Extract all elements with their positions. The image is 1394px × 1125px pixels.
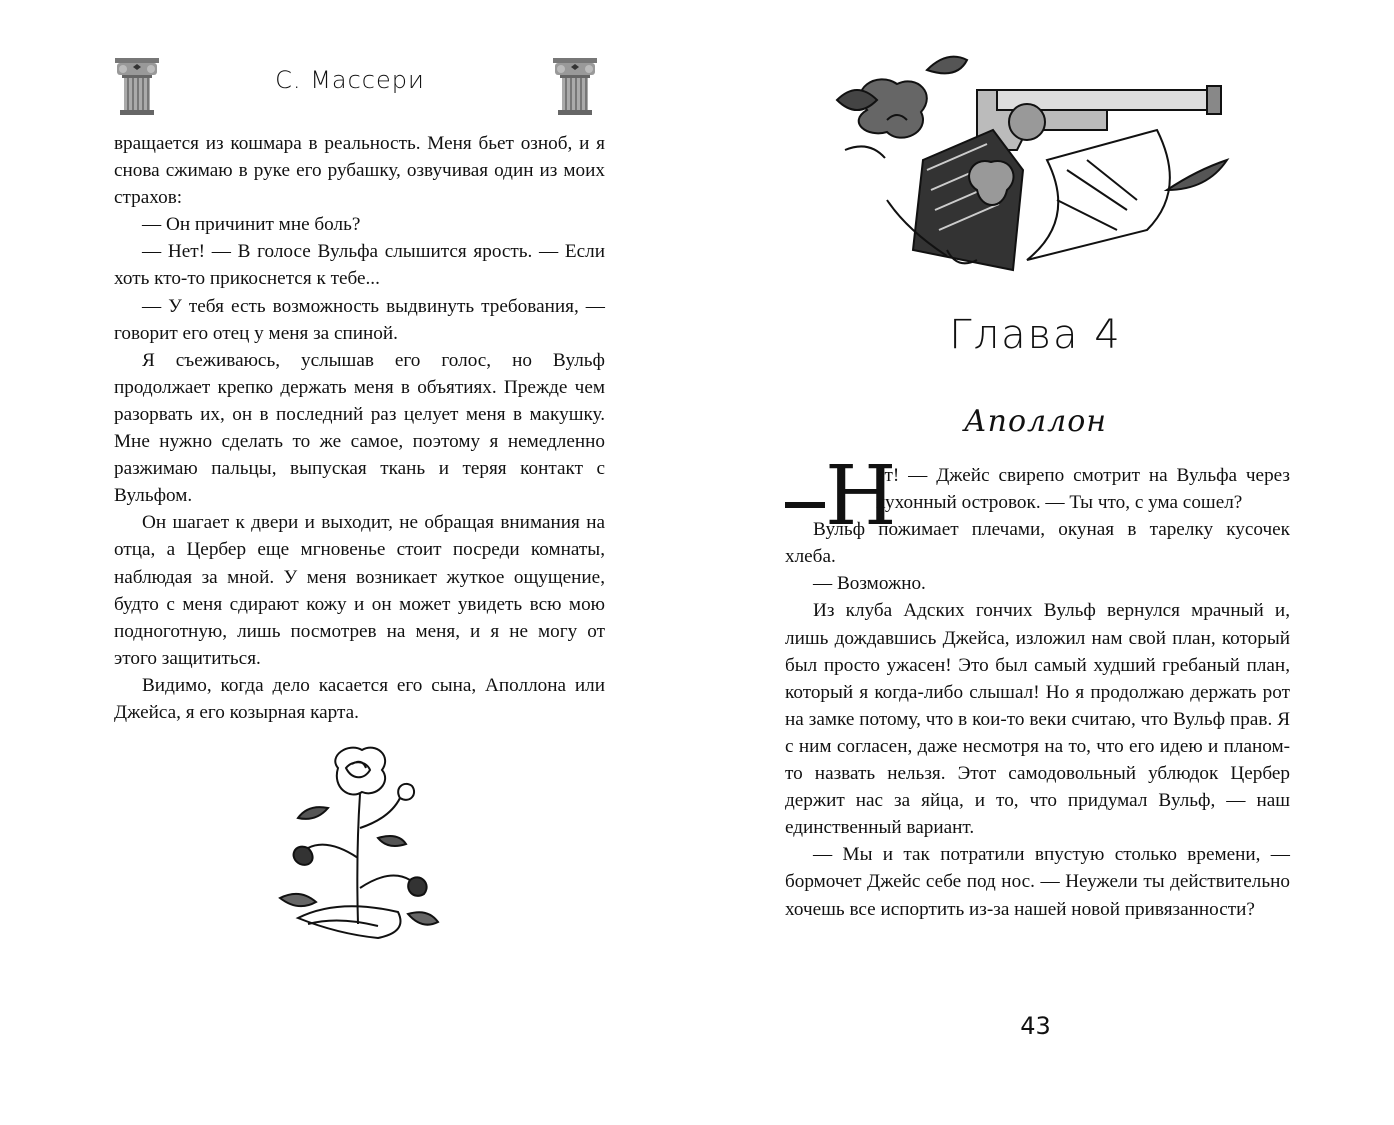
paragraph: Я съеживаюсь, услышав его голос, но Вульф продолжает крепко держать меня в объятиях. Прежде чем разорвать их, он в последний раз целует меня в макушку. Мне нужно сделать то же самое, поэтому я немедленно разжимаю пальцы, выпуская ткань и теряя контакт с Вульфом. (114, 349, 605, 507)
column-icon (113, 56, 161, 116)
drop-cap-letter: Н (825, 449, 897, 544)
paragraph: Из клуба Адских гончих Вульф вернулся мрачный и, лишь дождавшись Джейса, изложил нам свой план, который был просто ужасен! Это был самый худший гребаный план, который я когда-либо слышал! Но я продолжаю держать рот на замке потому, что в кои-то веки считаю, что Вульф прав. Я с ним согласен, даже несмотря на то, что его идею и планом-то назвать нельзя. Этот самодовольный ублюдок Цербер держит нас за яйца, и то, что придумал Вульф, — наш единственный вариант. (785, 600, 1290, 839)
paragraph: — У тебя есть возможность выдвинуть требования, — говорит его отец у меня за спиной. (114, 295, 605, 344)
right-page (697, 0, 1394, 1125)
chapter-subtitle: Аполлон (963, 404, 1108, 439)
column-icon (551, 56, 599, 116)
first-paragraph: ет! — Джейс свирепо смотрит на Вульфа через кухонный островок. — Ты что, с ума сошел? (876, 465, 1290, 514)
right-body-text (785, 462, 1290, 923)
paragraph: Вульф пожимает плечами, окуная в тарелку кусочек хлеба. (785, 519, 1290, 568)
left-body-text (114, 130, 605, 726)
chapter-title: Глава 4 (949, 312, 1122, 358)
revolver-illustration-icon (827, 50, 1235, 272)
page-number: 43 (1020, 1012, 1051, 1040)
paragraph: — Мы и так потратили впустую столько времени, — бормочет Джейс себе под нос. — Неужели ты действительно хочешь все испортить из-за нашей новой привязанности? (785, 844, 1290, 920)
paragraph: — Возможно. (813, 573, 926, 595)
rose-illustration-icon (268, 738, 448, 950)
paragraph: — Нет! — В голосе Вульфа слышится ярость. — Если хоть кто-то прикоснется к тебе... (114, 241, 605, 290)
paragraph: Он шагает к двери и выходит, не обращая внимания на отца, а Цербер еще мгновенье стоит посреди комнаты, наблюдая за мной. У меня возникает жуткое ощущение, будто с меня сдирают кожу и он может увидеть всю мою подноготную, лишь посмотрев на меня, и я не могу от этого защититься. (114, 512, 605, 669)
running-head: С. Массери (275, 66, 425, 94)
paragraph: вращается из кошмара в реальность. Меня бьет озноб, и я снова сжимаю в руке его рубашку, озвучивая один из моих страхов: (114, 133, 605, 209)
paragraph: Видимо, когда дело касается его сына, Аполлона или Джейса, я его козырная карта. (114, 674, 605, 723)
paragraph: — Он причинит мне боль? (142, 214, 361, 236)
